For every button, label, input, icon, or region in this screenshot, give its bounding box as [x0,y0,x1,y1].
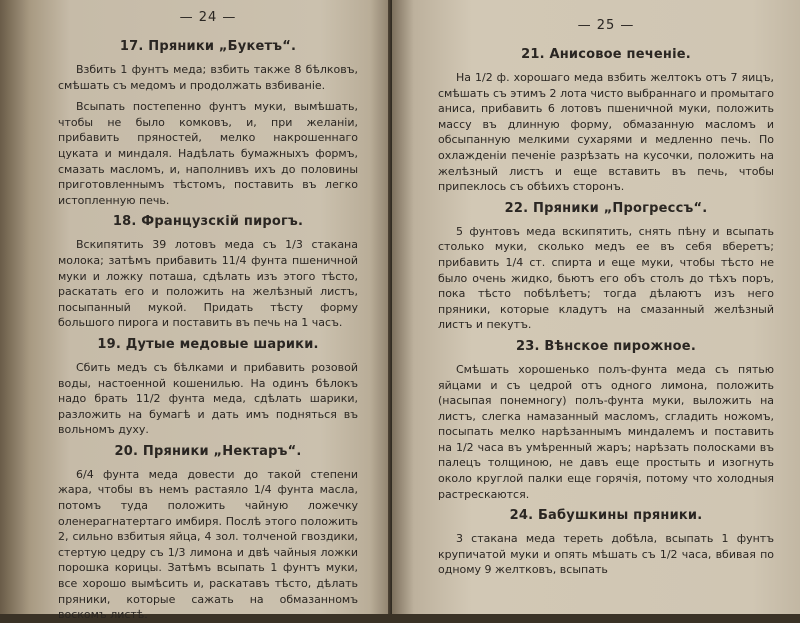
recipe-paragraph: 5 фунтовъ меда вскипятить, снять пѣну и всыпать столько муки, сколько медъ ее въ себя вберетъ; прибавить 1/4 ст. спирта и еще муки, чтобы тѣсто не было очень жидко, бьютъ его объ столъ до тѣхъ поръ, пока тѣсто побѣлѣетъ; тогда дѣлаютъ изъ него пряники, которые кладутъ на смазанный желѣзный листъ и пекутъ. [438,224,774,332]
recipe-title: 22. Пряники „Прогрессъ“. [504,200,708,216]
recipe-paragraph: Взбить 1 фунтъ меда; взбить также 8 бѣлковъ, смѣшать съ медомъ и продолжать взбиваніе. [58,63,358,92]
recipe-title: 23. Вѣнское пирожное. [516,338,696,354]
recipe-paragraph: Вскипятить 39 лотовъ меда съ 1/3 стакана молока; затѣмъ прибавить 11/4 фунта пшеничной муки и ложку поташа, сдѣлать изъ этого тѣсто, раскатать его и положить на желѣзный листъ, посыпанный мукой. Придать тѣсту форму большого пирога и поставить въ печь на 1 часъ. [58,238,358,330]
left-page [0,0,392,622]
right-page [392,0,800,614]
recipe-title: 21. Анисовое печеніе. [521,47,691,62]
recipe-paragraph: Всыпать постепенно фунтъ муки, вымѣшать, чтобы не было комковъ, и, при желаніи, прибавить пряностей, мелко накрошеннаго цуката и миндаля. Надѣлать бумажныхъ формъ, смазать масломъ, и, наполнивъ ихъ до половины приготовленнымъ тѣстомъ, поставить въ легко истопленную печь. [58,100,358,207]
page-number: — 25 — [577,18,635,33]
recipe-title: 24. Бабушкины пряники. [509,508,703,524]
recipe-title: 18. Французскій пирогъ. [112,214,304,230]
recipe-title: 19. Дутые медовые шарики. [97,336,319,352]
recipe-paragraph: 3 стакана меда тереть добѣла, всыпать 1 фунтъ крупичатой муки и опять мѣшать съ 1/2 часа, вбивая по одному 9 желтковъ, всыпать [438,532,774,577]
recipe-paragraph: Смѣшать хорошенько полъ-фунта меда съ пятью яйцами и съ цедрой отъ одного лимона, положить (насыпая понемногу) полъ-фунта муки, выложить на листъ, слегка намазанный масломъ, сгладить ножомъ, посыпать мелко нарѣзаннымъ миндалемъ и поставить на 1/2 часа въ умѣренный жаръ; нарѣзать полосками въ палецъ толщиною, не давъ еще простыть и изогнуть около круглой палки еще горячія, потому что холодныя растрескаются. [438,362,774,501]
recipe-title: 20. Пряники „Нектаръ“. [114,443,302,459]
recipe-paragraph: Сбить медъ съ бѣлками и прибавить розовой воды, настоенной кошенилью. На одинъ бѣлокъ надо брать 11/2 фунта меда, сдѣлать шарики, разложить на бумагѣ и дать имъ подняться въ вольномъ духу. [58,360,358,437]
recipe-title: 17. Пряники „Букетъ“. [119,39,297,54]
recipe-paragraph: На 1/2 ф. хорошаго меда взбить желтокъ отъ 7 яицъ, смѣшать съ этимъ 2 лота чисто выбраннаго и промытаго аниса, прибавить 6 лотовъ пшеничной муки, положить массу въ длинную форму, обмазанную масломъ и обсыпанную мелкими сухарями и медленно печь. По охлажденіи печеніе разрѣзать на кусочки, положить на желѣзный листъ и еще вставить въ печь, чтобы припеклось съ обѣихъ сторонъ. [438,71,774,194]
page-number: — 24 — [179,10,237,25]
recipe-paragraph: 6/4 фунта меда довести до такой степени жара, чтобы въ немъ растаяло 1/4 фунта масла, потомъ туда положить чайную ложечку оленерагнатертаго имбиря. Послѣ этого положить 2, сильно взбитыя яйца, 4 зол. толченой гвоздики, стертую цедру съ 1/3 лимона и двѣ чайныя ложки порошка корицы. Затѣмъ всыпать 1 фунтъ муки, все хорошо вымѣсить и, раскатавъ тѣсто, дѣлать пряники, которые сажать на обмазанномъ воскомъ листѣ. [58,467,358,622]
